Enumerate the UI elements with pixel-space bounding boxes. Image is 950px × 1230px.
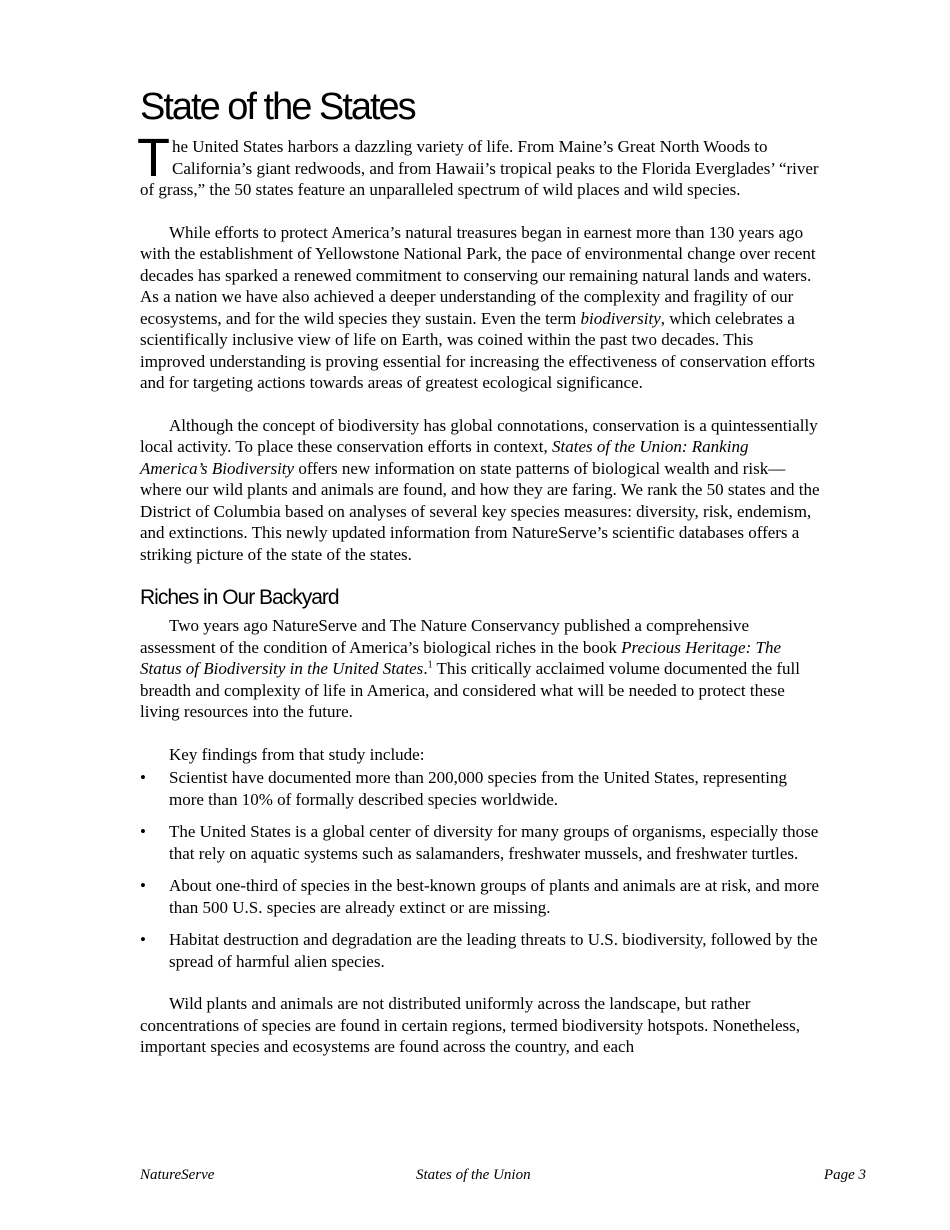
paragraph-text: .: [423, 659, 428, 678]
paragraph-conservation-history: [140, 222, 820, 394]
section-heading: Riches in Our Backyard: [140, 586, 339, 609]
book-title-italic: Precious Heritage: The Status of Biodiversity in the United States: [140, 637, 781, 678]
list-item-text: The United States is a global center of diversity for many groups of organisms, especially those that rely on aquatic systems such as salamanders, freshwater mussels, and freshwater turtles.: [169, 822, 819, 863]
emphasis-biodiversity: biodiversity: [580, 308, 661, 328]
list-item-text: Scientist have documented more than 200,000 species from the United States, representing more than 10% of formally described species worldwide.: [169, 768, 787, 809]
footer-organization: NatureServe: [140, 1167, 215, 1183]
footer-report-title: States of the Union: [416, 1167, 531, 1183]
intro-paragraph: [137, 128, 820, 201]
footer-page-number: Page 3: [823, 1167, 866, 1183]
bullet-icon: •: [140, 822, 146, 841]
intro-text: he United States harbors a dazzling variety of life. From Maine’s Great North Woods to California’s giant redwoods, and from Hawaii’s tropical peaks to the Florida Everglades’ “river of grass,” the 50 states feature an unparalleled spectrum of wild places and wild species.: [140, 137, 819, 199]
drop-cap: T: [137, 128, 170, 188]
footnote-reference: 1: [427, 659, 433, 671]
bullet-icon: •: [140, 876, 146, 895]
page-title: State of the States: [140, 86, 415, 128]
paragraph-text: Although the concept of biodiversity has global connotations, conservation is a quintessentially local activity. To place these conservation efforts in context,: [140, 415, 818, 456]
paragraph-local-conservation: [140, 415, 820, 566]
paragraph-precious-heritage: [140, 615, 820, 723]
report-title-italic: States of the Union: Ranking America’s Biodiversity: [140, 437, 749, 478]
paragraph-hotspots: Wild plants and animals are not distributed uniformly across the landscape, but rather concentrations of species are found in certain regions, termed biodiversity hotspots. Nonetheless, important species and ecosystems are found across the country, and each: [140, 994, 800, 1056]
list-item: [140, 767, 820, 810]
page-body: [137, 84, 820, 1058]
paragraph-text: offers new information on state patterns of biological wealth and risk—where our wild plants and animals are found, and how they are faring. We rank the 50 states and the District of Columbia based on analyses of several key species measures: diversity, risk, endemism, and extinctions. This newly updated information from NatureServe’s scientific databases offers a striking picture of the state of the states.: [140, 458, 820, 564]
paragraph-text: While efforts to protect America’s natural treasures began in earnest more than 130 years ago with the establishment of Yellowstone National Park, the pace of environmental change over recent decades has sparked a renewed commitment to conserving our remaining natural lands and waters. As a nation we have also achieved a deeper understanding of the complexity and fragility of our ecosystems, and for the wild species they sustain. Even the term: [140, 222, 816, 328]
list-item: [140, 821, 820, 864]
bullet-icon: •: [140, 930, 146, 949]
list-item-text: Habitat destruction and degradation are the leading threats to U.S. biodiversity, followed by the spread of harmful alien species.: [169, 930, 818, 971]
paragraph-text: Two years ago NatureServe and The Nature Conservancy published a comprehensive assessment of the condition of America’s biological riches in the book: [140, 616, 750, 657]
paragraph-text: This critically acclaimed volume documented the full breadth and complexity of life in America, and considered what will be needed to protect these living resources into the future.: [140, 659, 800, 721]
list-item: [140, 875, 820, 918]
list-item: [140, 929, 820, 972]
key-findings-list: [140, 767, 820, 972]
list-item-text: About one-third of species in the best-known groups of plants and animals are at risk, and more than 500 U.S. species are already extinct or are missing.: [169, 876, 820, 917]
key-findings-intro: Key findings from that study include:: [169, 744, 425, 764]
paragraph-text: , which celebrates a scientifically inclusive view of life on Earth, was coined within the past two decades. This improved understanding is proving essential for increasing the effectiveness of conservation efforts and for targeting actions towards areas of greatest ecological significance.: [140, 308, 815, 392]
bullet-icon: •: [140, 768, 146, 787]
